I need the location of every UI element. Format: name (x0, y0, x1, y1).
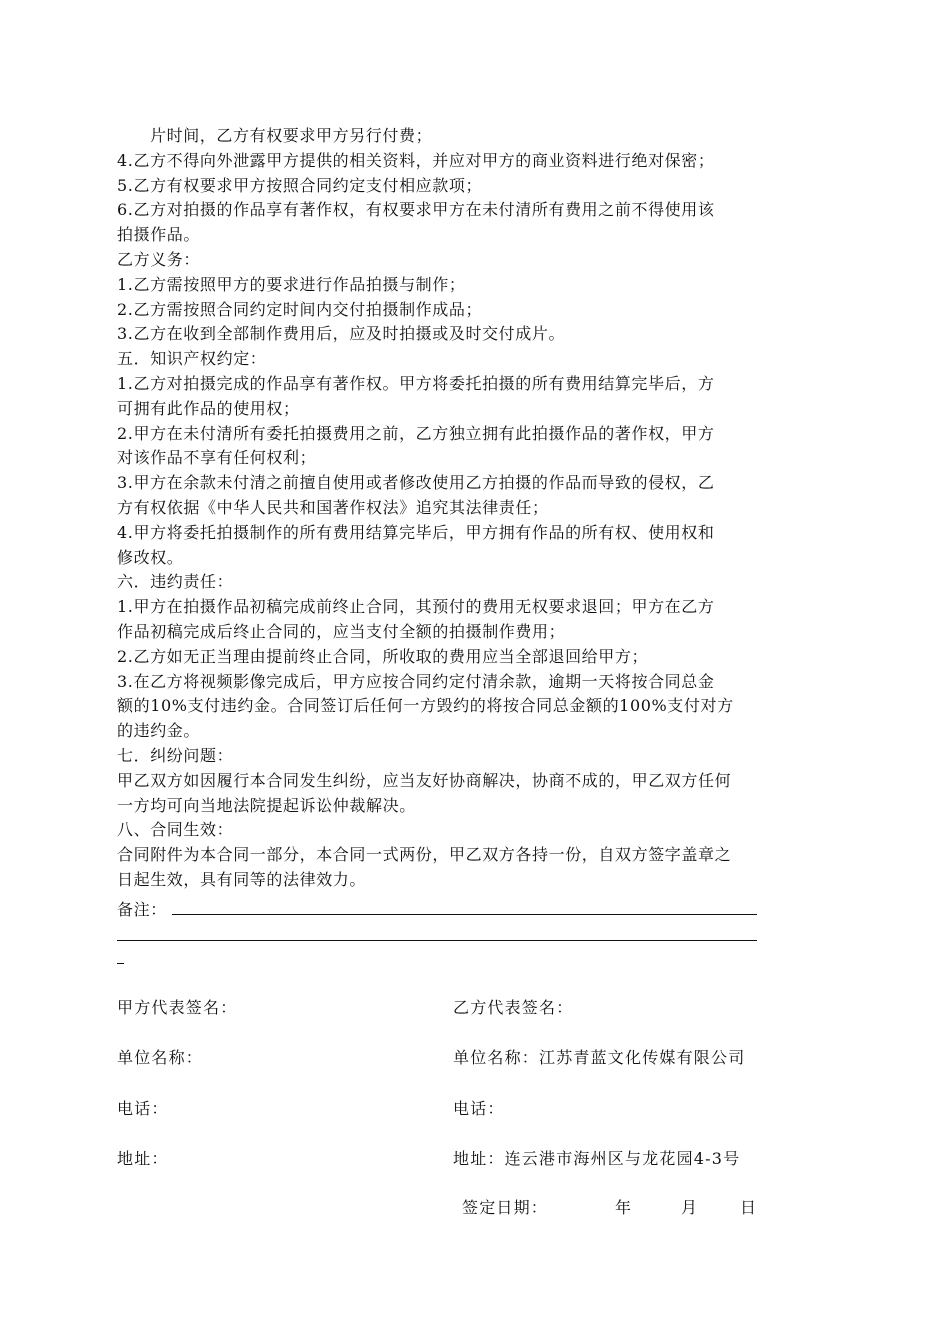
clause-line: 3.乙方在收到全部制作费用后，应及时拍摄或及时交付成片。 (117, 324, 566, 344)
clause-line: 3.甲方在余款未付清之前擅自使用或者修改使用乙方拍摄的作品而导致的侵权，乙 (117, 473, 715, 493)
clause-line: 拍摄作品。 (117, 225, 201, 245)
remark-underline (117, 963, 124, 964)
party-b-phone: 电话： (453, 1099, 505, 1118)
sign-date-label: 签定日期： (462, 1198, 549, 1217)
sign-date-day: 日 (740, 1198, 758, 1217)
clause-line: 作品初稿完成后终止合同的，应当支付全额的拍摄制作费用； (117, 621, 566, 641)
section-heading: 八、合同生效： (117, 820, 234, 840)
clause-line: 2.乙方如无正当理由提前终止合同，所收取的费用应当全部退回给甲方； (117, 646, 649, 666)
clause-line: 5.乙方有权要求甲方按照合同约定支付相应款项； (117, 175, 483, 195)
clause-line: 的违约金。 (117, 721, 201, 741)
clause-line: 日起生效，具有同等的法律效力。 (117, 869, 367, 889)
party-a-address: 地址： (117, 1149, 169, 1168)
section-heading: 七．纠纷问题： (117, 745, 234, 765)
clause-line: 4.乙方不得向外泄露甲方提供的相关资料，并应对甲方的商业资料进行绝对保密； (117, 150, 715, 170)
clause-line: 可拥有此作品的使用权； (117, 398, 300, 418)
clause-line: 2.甲方在未付清所有委托拍摄费用之前，乙方独立拥有此拍摄作品的著作权，甲方 (117, 423, 715, 443)
clause-line: 额的10%支付违约金。合同签订后任何一方毁约的将按合同总金额的100%支付对方 (117, 696, 734, 716)
clause-line: 一方均可向当地法院提起诉讼仲裁解决。 (117, 795, 416, 815)
party-a-phone: 电话： (117, 1099, 169, 1118)
sign-date-month: 月 (681, 1198, 699, 1217)
clause-line: 甲乙双方如因履行本合同发生纠纷，应当友好协商解决，协商不成的，甲乙双方任何 (117, 770, 732, 790)
clause-line: 修改权。 (117, 547, 184, 567)
clause-line: 1.乙方对拍摄完成的作品享有著作权。甲方将委托拍摄的所有费用结算完毕后，方 (117, 373, 715, 393)
clause-line: 6.乙方对拍摄的作品享有著作权，有权要求甲方在未付清所有费用之前不得使用该 (117, 200, 715, 220)
clause-line: 片时间，乙方有权要求甲方另行付费； (150, 126, 433, 145)
clause-line: 2.乙方需按照合同约定时间内交付拍摄制作成品； (117, 299, 483, 319)
clause-line: 对该作品不享有任何权利； (117, 448, 317, 468)
party-a-rep-sign: 甲方代表签名： (117, 998, 238, 1017)
remark-label: 备注： (117, 900, 167, 919)
party-b-address: 地址：连云港市海州区与龙花园4-3号 (453, 1149, 741, 1168)
clause-line: 合同附件为本合同一部分，本合同一式两份，甲乙双方各持一份，自双方签字盖章之 (117, 845, 732, 865)
party-b-rep-sign: 乙方代表签名： (453, 998, 574, 1017)
clause-line: 方有权依据《中华人民共和国著作权法》追究其法律责任； (117, 497, 549, 517)
sign-date-year: 年 (615, 1198, 633, 1217)
clause-line: 3.在乙方将视频影像完成后，甲方应按合同约定付清余款，逾期一天将按合同总金 (117, 671, 715, 691)
party-b-unit: 单位名称：江苏青蓝文化传媒有限公司 (453, 1048, 746, 1067)
contract-body (117, 124, 807, 893)
clause-line: 4.甲方将委托拍摄制作的所有费用结算完毕后，甲方拥有作品的所有权、使用权和 (117, 522, 715, 542)
section-heading: 五．知识产权约定： (117, 349, 267, 369)
section-heading: 六．违约责任： (117, 572, 234, 592)
remark-underline (117, 940, 757, 941)
party-a-unit: 单位名称： (117, 1048, 204, 1067)
clause-line: 1.甲方在拍摄作品初稿完成前终止合同，其预付的费用无权要求退回；甲方在乙方 (117, 597, 715, 617)
section-heading: 乙方义务： (117, 249, 201, 269)
remark-underline (172, 914, 757, 915)
clause-line: 1.乙方需按照甲方的要求进行作品拍摄与制作； (117, 274, 466, 294)
